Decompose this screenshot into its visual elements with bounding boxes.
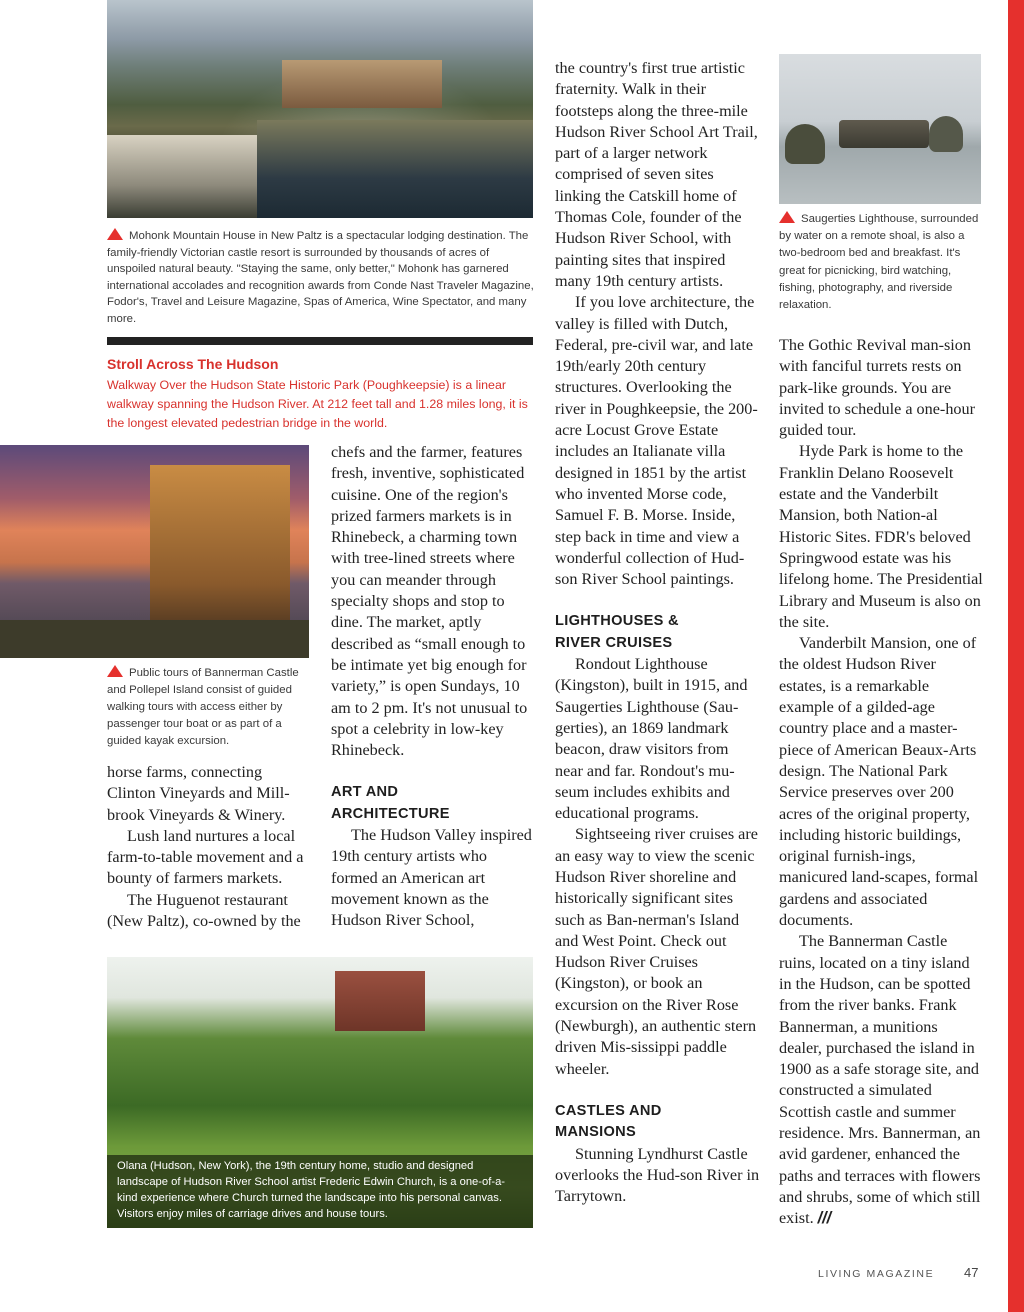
paragraph: The Bannerman Castle ruins, located on a tiny island in the Hudson, can be spotted from the river banks. Frank Bannerman, a munitions dealer, purchased the island in 1900 as a safe storage site, and constructed a simulated Scottish castle and summer residence. Mrs. Bannerman, an avid gardener, enhanced the paths and terraces with flowers and shrubs, some of which still exist. /// (779, 932, 981, 1228)
paragraph: chefs and the farmer, features fresh, inventive, sophisticated cuisine. One of the region's prized farmers markets is in Rhinebeck, a charming town with tree-lined streets where you can meander through specialty shops and stop to dine. The market, aptly described as “small enough to be intimate yet big enough for variety,” is open Sundays, 10 am to 2 pm. It's not unusual to spot a celebrity in low-key Rhinebeck. (331, 443, 528, 760)
column-3-text (555, 58, 760, 1207)
paragraph: If you love architecture, the valley is filled with Dutch, Federal, pre-civil war, and late 19th/early 20th century structures. Overlooking the river in Poughkeepsie, the 200-acre Locust Grove Estate includes an Italianate villa designed in 1851 by the artist who invented Morse code, Samuel F. B. Morse. Inside, step back in time and view a wonderful collection of Hud-son River School paintings. (555, 293, 758, 589)
paragraph: Vanderbilt Mansion, one of the oldest Hudson River estates, is a remarkable example of a gilded-age country place and a master-piece of American Beaux-Arts design. The National Park Service preserves over 200 acres of the original property, including historic buildings, original furnish-ings, manicured land-scapes, formal gardens and associated documents. (779, 634, 979, 930)
footer-magazine-name: LIVING MAGAZINE (818, 1268, 935, 1280)
lighthouse-photo-caption: Saugerties Lighthouse, surrounded by water on a remote shoal, is also a two-bedroom bed and breakfast. It's great for picnicking, bird watching, fishing, photography, and riverside relaxation. (779, 213, 979, 312)
page-edge-accent-bar (1008, 0, 1024, 1312)
column-4-text (779, 335, 983, 1229)
mohonk-photo-caption: Mohonk Mountain House in New Paltz is a spectacular lodging destination. The family-friendly Victorian castle resort is surrounded by thousands of acres of unspoiled natural beauty. "Staying the same, only better," Mohonk has garnered international accolades and recognition awards from Conde Nast Traveler Magazine, Fodor's, Travel and Leisure Magazine, Spas of America, Wine Spectator, and many more. (107, 230, 534, 325)
section-heading-castles: CASTLES AND MANSIONS (555, 1102, 662, 1141)
paragraph: The Gothic Revival man-sion with fanciful turrets rests on park-like grounds. You are invited to schedule a one-hour guided tour. (779, 336, 975, 440)
paragraph: Stunning Lyndhurst Castle overlooks the Hud-son River in Tarrytown. (555, 1144, 760, 1206)
column-1-text (107, 762, 311, 932)
sidebar-title: Stroll Across The Hudson (107, 356, 279, 372)
sidebar-body: Walkway Over the Hudson State Historic Park (Poughkeepsie) is a linear walkway spanning the Hudson River. At 212 feet tall and 1.28 miles long, it is the longest elevated pedestrian bridge in the world. (107, 378, 528, 430)
caption-triangle-icon (107, 228, 123, 240)
paragraph: the country's first true artistic fraternity. Walk in their footsteps along the three-mile Hudson River School Art Trail, part of a larger network comprised of seven sites linking the Catskill home of Thomas Cole, founder of the Hudson River School, with painting sites that inspired many 19th century artists. (555, 59, 758, 290)
caption-triangle-icon (779, 211, 795, 223)
sidebar-top-rule (107, 337, 533, 345)
end-of-article-mark: /// (817, 1209, 832, 1228)
paragraph: Rondout Lighthouse (Kingston), built in 1915, and Saugerties Lighthouse (Sau-gerties), an 1869 landmark beacon, draw visitors from near and far. Rondout's mu-seum includes exhibits and educational programs. (555, 655, 748, 823)
paragraph: horse farms, connecting Clinton Vineyards and Mill-brook Vineyards & Winery. (107, 763, 290, 824)
page-number: 47 (964, 1265, 979, 1280)
paragraph: Hyde Park is home to the Franklin Delano Roosevelt estate and the Vanderbilt Mansion, both Nation-al Historic Sites. FDR's beloved Springwood estate was his lifelong home. The Presidential Library and Museum is also on the site. (779, 442, 983, 631)
paragraph: Sightseeing river cruises are an easy way to view the scenic Hudson River shoreline and historically significant sites such as Ban-nerman's Island and West Point. Check out Hudson River Cruises (Kingston), or book an excursion on the River Rose (Newburgh), an authentic stern driven Mis-sissippi paddle wheeler. (555, 825, 758, 1078)
bannerman-photo-caption: Public tours of Bannerman Castle and Pollepel Island consist of guided walking tours with access either by passenger tour boat or as part of a guided kayak excursion. (107, 667, 299, 747)
paragraph: Lush land nurtures a local farm-to-table movement and a bounty of farmers markets. (107, 826, 304, 888)
paragraph: The Huguenot restaurant (New Paltz), co-owned by the (107, 890, 301, 931)
paragraph: The Hudson Valley inspired 19th century artists who formed an American art movement known as the Hudson River School, (331, 826, 532, 930)
saugerties-lighthouse-photo (779, 54, 981, 204)
section-heading-art: ART AND ARCHITECTURE (331, 784, 450, 822)
column-2-text (331, 442, 535, 932)
bannerman-castle-photo (0, 445, 309, 658)
olana-photo-caption: Olana (Hudson, New York), the 19th century home, studio and designed landscape of Hudson River School artist Frederic Edwin Church, is a one-of-a-kind experience where Church turned the landscape into his personal canvas. Visitors enjoy miles of carriage drives and house tours. (107, 1155, 533, 1228)
section-heading-lighthouses: LIGHTHOUSES & RIVER CRUISES (555, 613, 679, 651)
mohonk-mountain-house-photo (107, 0, 533, 218)
caption-triangle-icon (107, 665, 123, 677)
